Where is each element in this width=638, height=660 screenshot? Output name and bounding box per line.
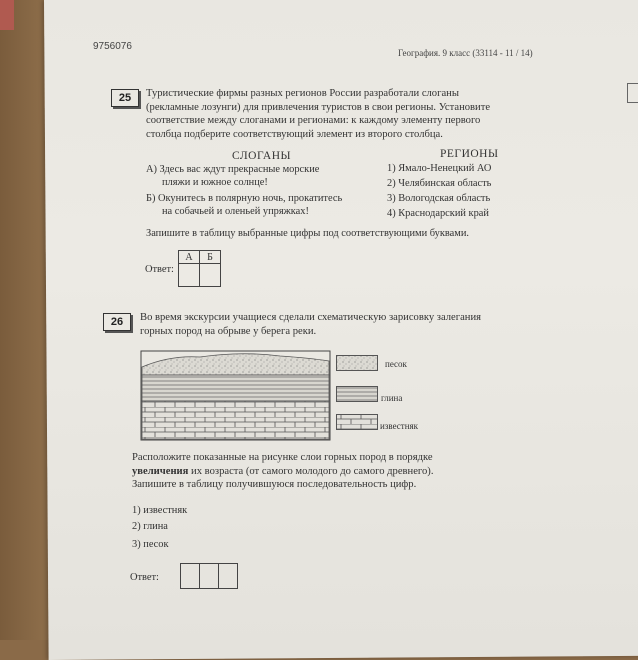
question-26-task: [132, 451, 560, 492]
question-25-answer-table: [178, 250, 221, 287]
region-item: 3) Вологодская область: [387, 193, 491, 204]
region-item: 4) Краснодарский край: [387, 208, 489, 219]
regions-column-heading: РЕГИОНЫ: [440, 148, 499, 160]
clay-layer: [142, 375, 329, 401]
sand-legend-swatch: [336, 355, 378, 371]
question-25-instruction: Запишите в таблицу выбранные цифры под соответствующими буквами.: [146, 228, 470, 239]
slogan-b-line1: Б) Окунитесь в полярную ночь, прокатитесь: [146, 193, 343, 204]
answer-cell-a[interactable]: [179, 264, 200, 287]
option-item: 1) известняк: [132, 505, 188, 516]
option-item: 2) глина: [132, 521, 168, 532]
answer-cell-3[interactable]: [219, 564, 238, 589]
question-25-line: соответствие между слоганами и регионами: к каждому элементу первого: [146, 115, 481, 126]
region-item: 1) Ямало-Ненецкий АО: [387, 163, 492, 174]
rock-layers-diagram: [140, 347, 332, 442]
limestone-legend-label: известняк: [380, 421, 419, 431]
question-26-number: 26: [103, 313, 131, 331]
sand-legend-label: песок: [385, 359, 407, 369]
document-id: 9756076: [93, 41, 132, 52]
option-item: 3) песок: [132, 539, 169, 550]
answer-header-b: Б: [200, 251, 221, 264]
slogans-column-heading: СЛОГАНЫ: [232, 150, 292, 162]
question-25-text: [146, 87, 546, 141]
region-item: 2) Челябинская область: [387, 178, 492, 189]
clay-legend-label: глина: [381, 393, 403, 403]
answer-cell-b[interactable]: [200, 264, 221, 287]
slogan-a-line2: пляжи и южное солнце!: [162, 177, 268, 188]
task-line: Запишите в таблицу получившуюся последовательность цифр.: [132, 479, 417, 490]
margin-box: [627, 83, 638, 103]
clay-legend-swatch: [336, 386, 378, 402]
question-26-line: горных пород на обрыве у берега реки.: [140, 325, 317, 337]
task-bold-word: увеличения: [132, 465, 189, 477]
red-object-corner: [0, 0, 14, 30]
slogan-a-line1: А) Здесь вас ждут прекрасные морские: [146, 164, 320, 175]
slogan-b-line2: на собачьей и оленьей упряжках!: [162, 206, 309, 217]
answer-cell-2[interactable]: [200, 564, 219, 589]
answer-cell-1[interactable]: [181, 564, 200, 589]
question-25-line: (рекламные лозунги) для привлечения туристов в свои регионы. Установите: [146, 101, 491, 113]
question-25-number: 25: [111, 89, 139, 107]
question-25-line: Туристические фирмы разных регионов России разработали слоганы: [146, 88, 459, 99]
question-26-answer-table: [180, 563, 238, 589]
task-line-rest: их возраста (от самого молодого до самого древнего).: [188, 465, 434, 477]
question-25-line: столбца подберите соответствующий элемент из второго столбца.: [146, 128, 443, 140]
task-line: Расположите показанные на рисунке слои горных пород в порядке: [132, 452, 433, 463]
page-header: География. 9 класс (33114 - 11 / 14): [398, 48, 533, 58]
sand-layer: [142, 354, 329, 375]
limestone-legend-swatch: [336, 414, 378, 430]
question-26-text: [140, 311, 552, 338]
question-25-answer-label: Ответ:: [145, 264, 174, 275]
task-line: [132, 465, 560, 479]
limestone-layer: [142, 401, 329, 439]
question-26-line: Во время экскурсии учащиеся сделали схематическую зарисовку залегания: [140, 312, 482, 323]
question-26-answer-label: Ответ:: [130, 572, 159, 583]
answer-header-a: А: [179, 251, 200, 264]
